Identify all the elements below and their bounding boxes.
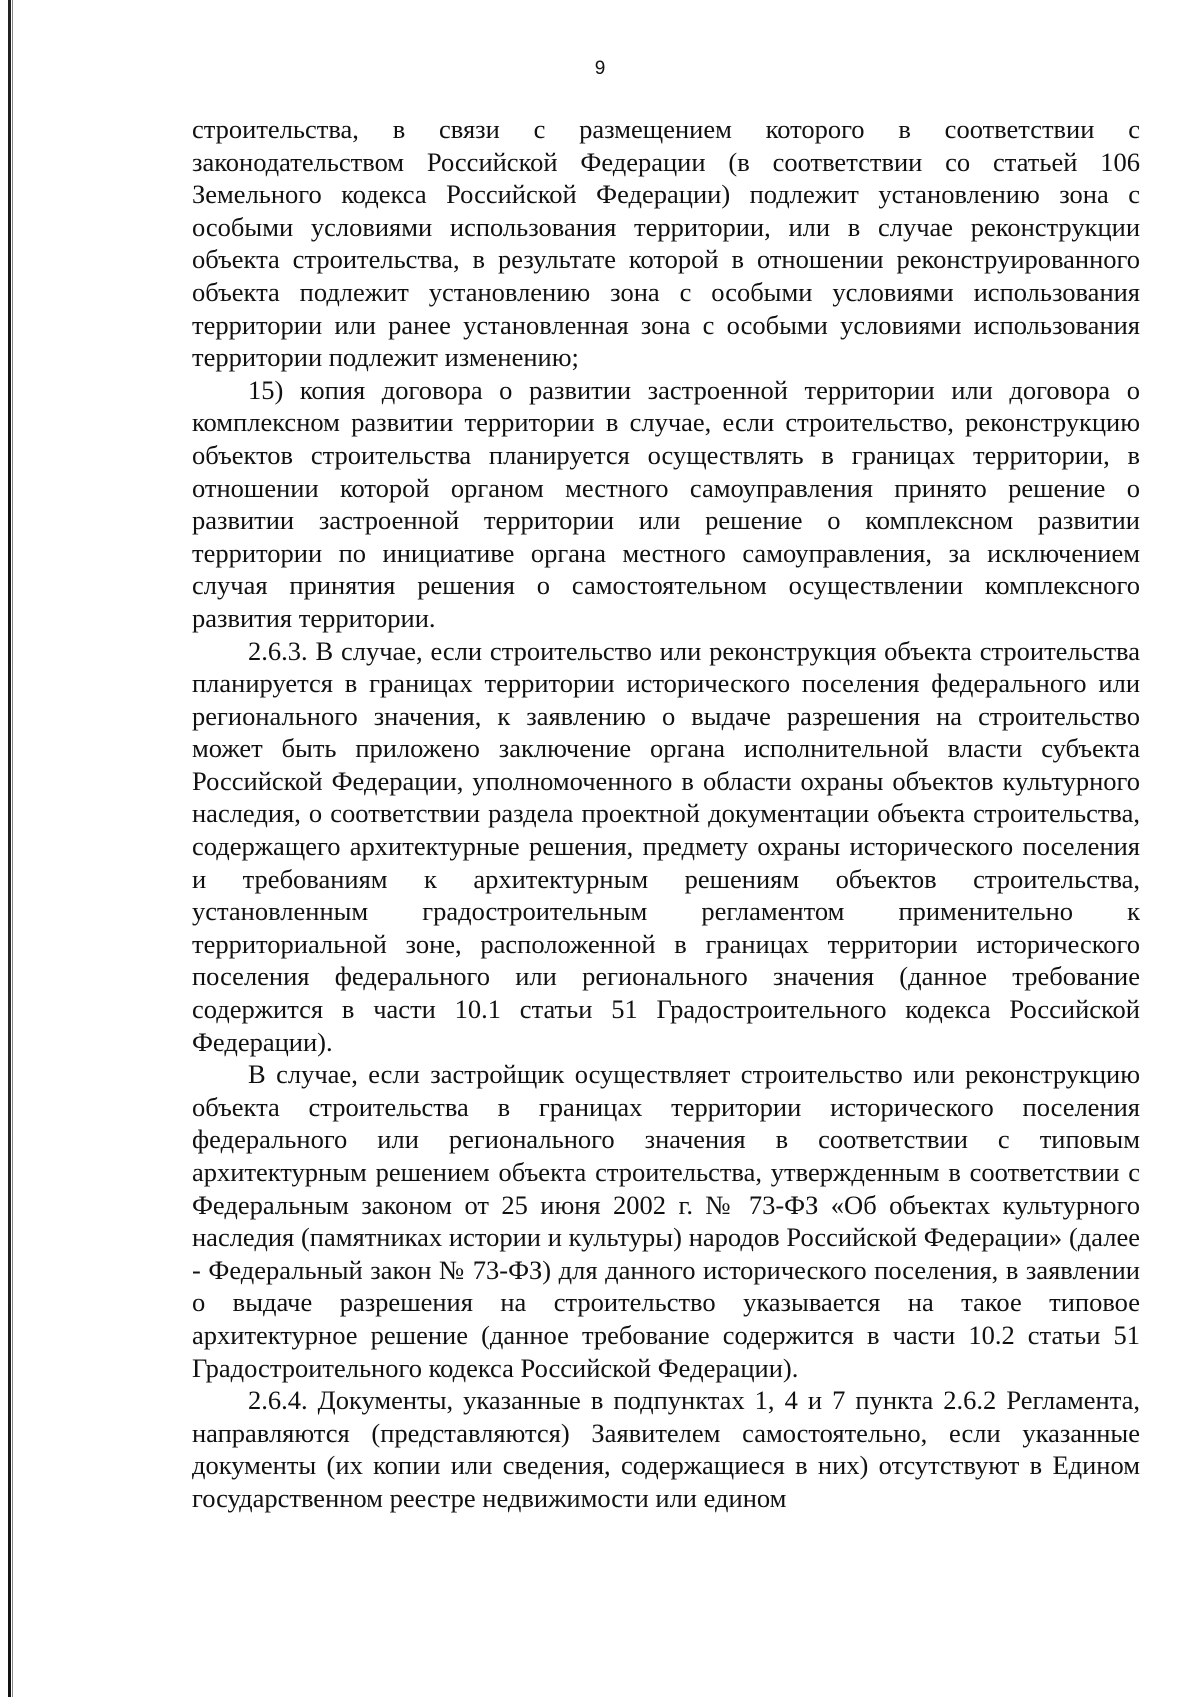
paragraph-2-6-4: 2.6.4. Документы, указанные в подпунктах 1, 4 и 7 пункта 2.6.2 Регламента, направляются (представляются) Заявителем самостоятельно, если указанные документы (их копии или сведения, содержащиеся в них) отсутствуют в Едином государственном реестре недвижимости или едином [192,1385,1140,1513]
paragraph-2-6-3: 2.6.3. В случае, если строительство или реконструкция объекта строительства планируется в границах территории исторического поселения федерального или регионального значения, к заявлению о выдаче разрешения на строительство может быть приложено заключение органа исполнительной власти субъекта Российской Федерации, уполномоченного в области охраны объектов культурного наследия, о соответствии раздела проектной документации объекта строительства, содержащего архитектурные решения, предмету охраны исторического поселения и требованиям к архитектурным решениям объектов строительства, установленным градостроительным регламентом применительно к территориальной зоне, расположенной в границах территории исторического поселения федерального или регионального значения (данное требование содержится в части 10.1 статьи 51 Градостроительного кодекса Российской Федерации). [192,635,1140,1057]
document-body [192,113,1140,1515]
paragraph-continuation: строительства, в связи с размещением которого в соответствии с законодательством Российской Федерации (в соответствии со статьей 106 Земельного кодекса Российской Федерации) подлежит установлению зона с особыми условиями использования территории, или в случае реконструкции объекта строительства, в результате которой в отношении реконструированного объекта подлежит установлению зона с особыми условиями использования территории или ранее установленная зона с особыми условиями использования территории подлежит изменению; [192,114,1140,373]
page-number: 9 [594,58,606,79]
paragraph-item-15: 15) копия договора о развитии застроенной территории или договора о комплексном развитии территории в случае, если строительство, реконструкцию объектов строительства планируется осуществлять в границах территории, в отношении которой органом местного самоуправления принято решение о развитии застроенной территории или решение о комплексном развитии территории по инициативе органа местного самоуправления, за исключением случая принятия решения о самостоятельном осуществлении комплексного развития территории. [192,374,1140,633]
paragraph-typical-solution: В случае, если застройщик осуществляет строительство или реконструкцию объекта строительства в границах территории исторического поселения федерального или регионального значения в соответствии с типовым архитектурным решением объекта строительства, утвержденным в соответствии с Федеральным законом от 25 июня 2002 г. № 73-ФЗ «Об объектах культурного наследия (памятниках истории и культуры) народов Российской Федерации» (далее - Федеральный закон № 73-ФЗ) для данного исторического поселения, в заявлении о выдаче разрешения на строительство указывается на такое типовое архитектурное решение (данное требование содержится в части 10.2 статьи 51 Градостроительного кодекса Российской Федерации). [192,1059,1140,1383]
scan-edge-shadow [8,0,11,1697]
scan-edge-line [12,0,13,1697]
